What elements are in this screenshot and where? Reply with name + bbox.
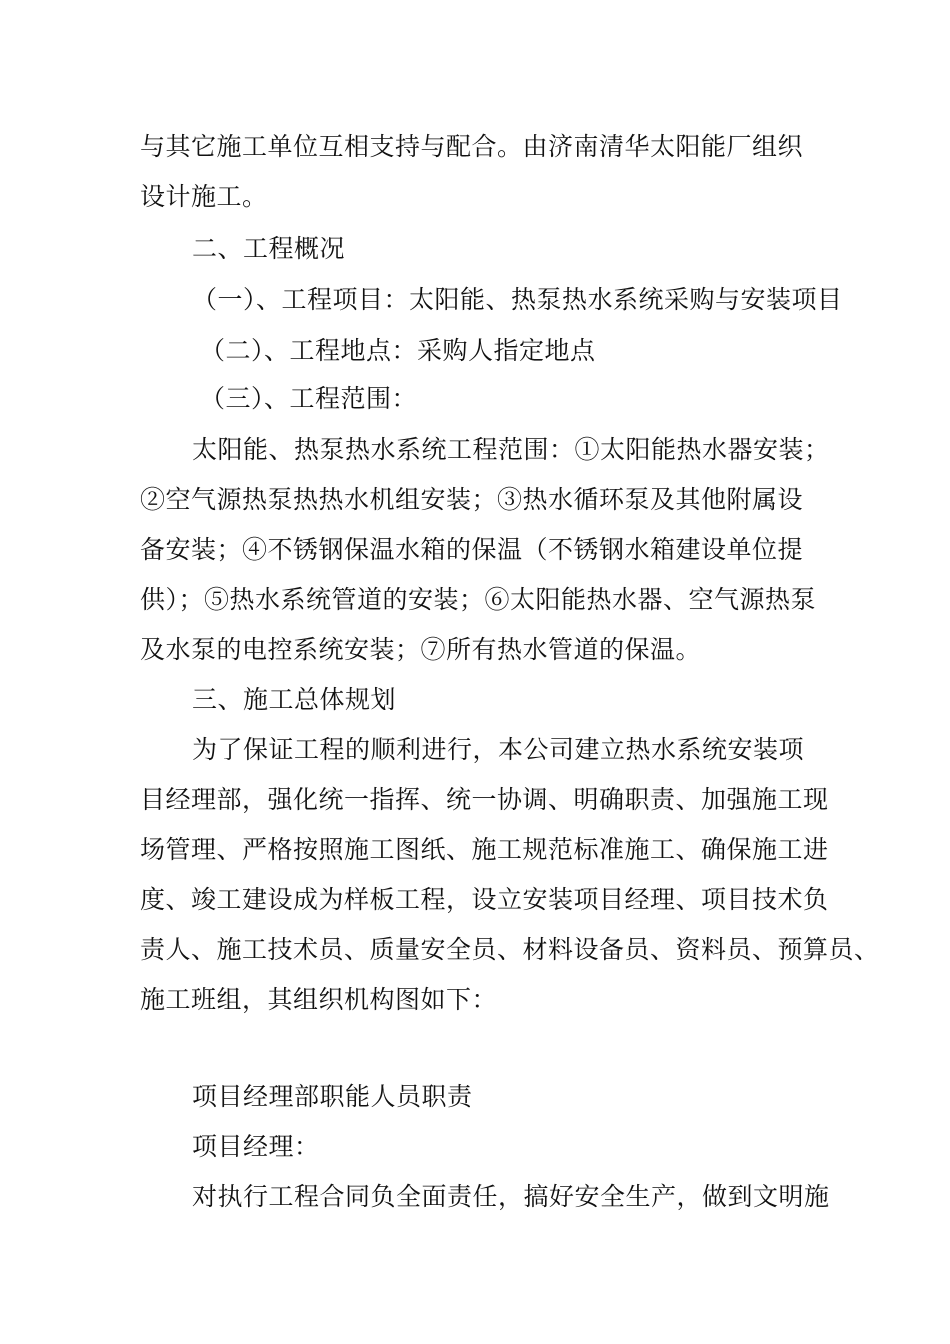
paragraph-line: 场管理、严格按照施工图纸、施工规范标准施工、确保施工进: [140, 835, 829, 864]
paragraph-line: 供）；⑤热水系统管道的安装；⑥太阳能热水器、空气源热泵: [140, 585, 817, 614]
paragraph-line: 设计施工。: [140, 182, 268, 211]
paragraph-line: 及水泵的电控系统安装；⑦所有热水管道的保温。: [140, 635, 702, 664]
paragraph-line: 施工班组，其组织机构图如下：: [140, 985, 498, 1014]
sub-heading: （二）、工程地点：采购人指定地点: [200, 336, 596, 365]
paragraph-line: 为了保证工程的顺利进行，本公司建立热水系统安装项: [192, 735, 805, 764]
paragraph-line: 与其它施工单位互相支持与配合。由济南清华太阳能厂组织: [140, 132, 804, 161]
paragraph-line: 责人、施工技术员、质量安全员、材料设备员、资料员、预算员、: [140, 935, 880, 964]
section-heading: 二、工程概况: [192, 234, 346, 263]
section-heading: 三、施工总体规划: [192, 685, 397, 714]
paragraph-line: 度、竣工建设成为样板工程，设立安装项目经理、项目技术负: [140, 885, 829, 914]
paragraph-line: 对执行工程合同负全面责任，搞好安全生产，做到文明施: [192, 1182, 830, 1211]
paragraph-line: 太阳能、热泵热水系统工程范围：①太阳能热水器安装；: [192, 435, 830, 464]
sub-heading: 项目经理：: [192, 1132, 320, 1161]
paragraph-line: 目经理部，强化统一指挥、统一协调、明确职责、加强施工现: [140, 785, 829, 814]
sub-heading: （一）、工程项目：太阳能、热泵热水系统采购与安装项目: [192, 285, 843, 314]
paragraph-line: ②空气源热泵热热水机组安装；③热水循环泵及其他附属设: [140, 485, 804, 514]
paragraph-line: 备安装；④不锈钢保温水箱的保温（不锈钢水箱建设单位提: [140, 535, 804, 564]
section-heading: 项目经理部职能人员职责: [192, 1082, 473, 1111]
sub-heading: （三）、工程范围：: [200, 384, 418, 413]
